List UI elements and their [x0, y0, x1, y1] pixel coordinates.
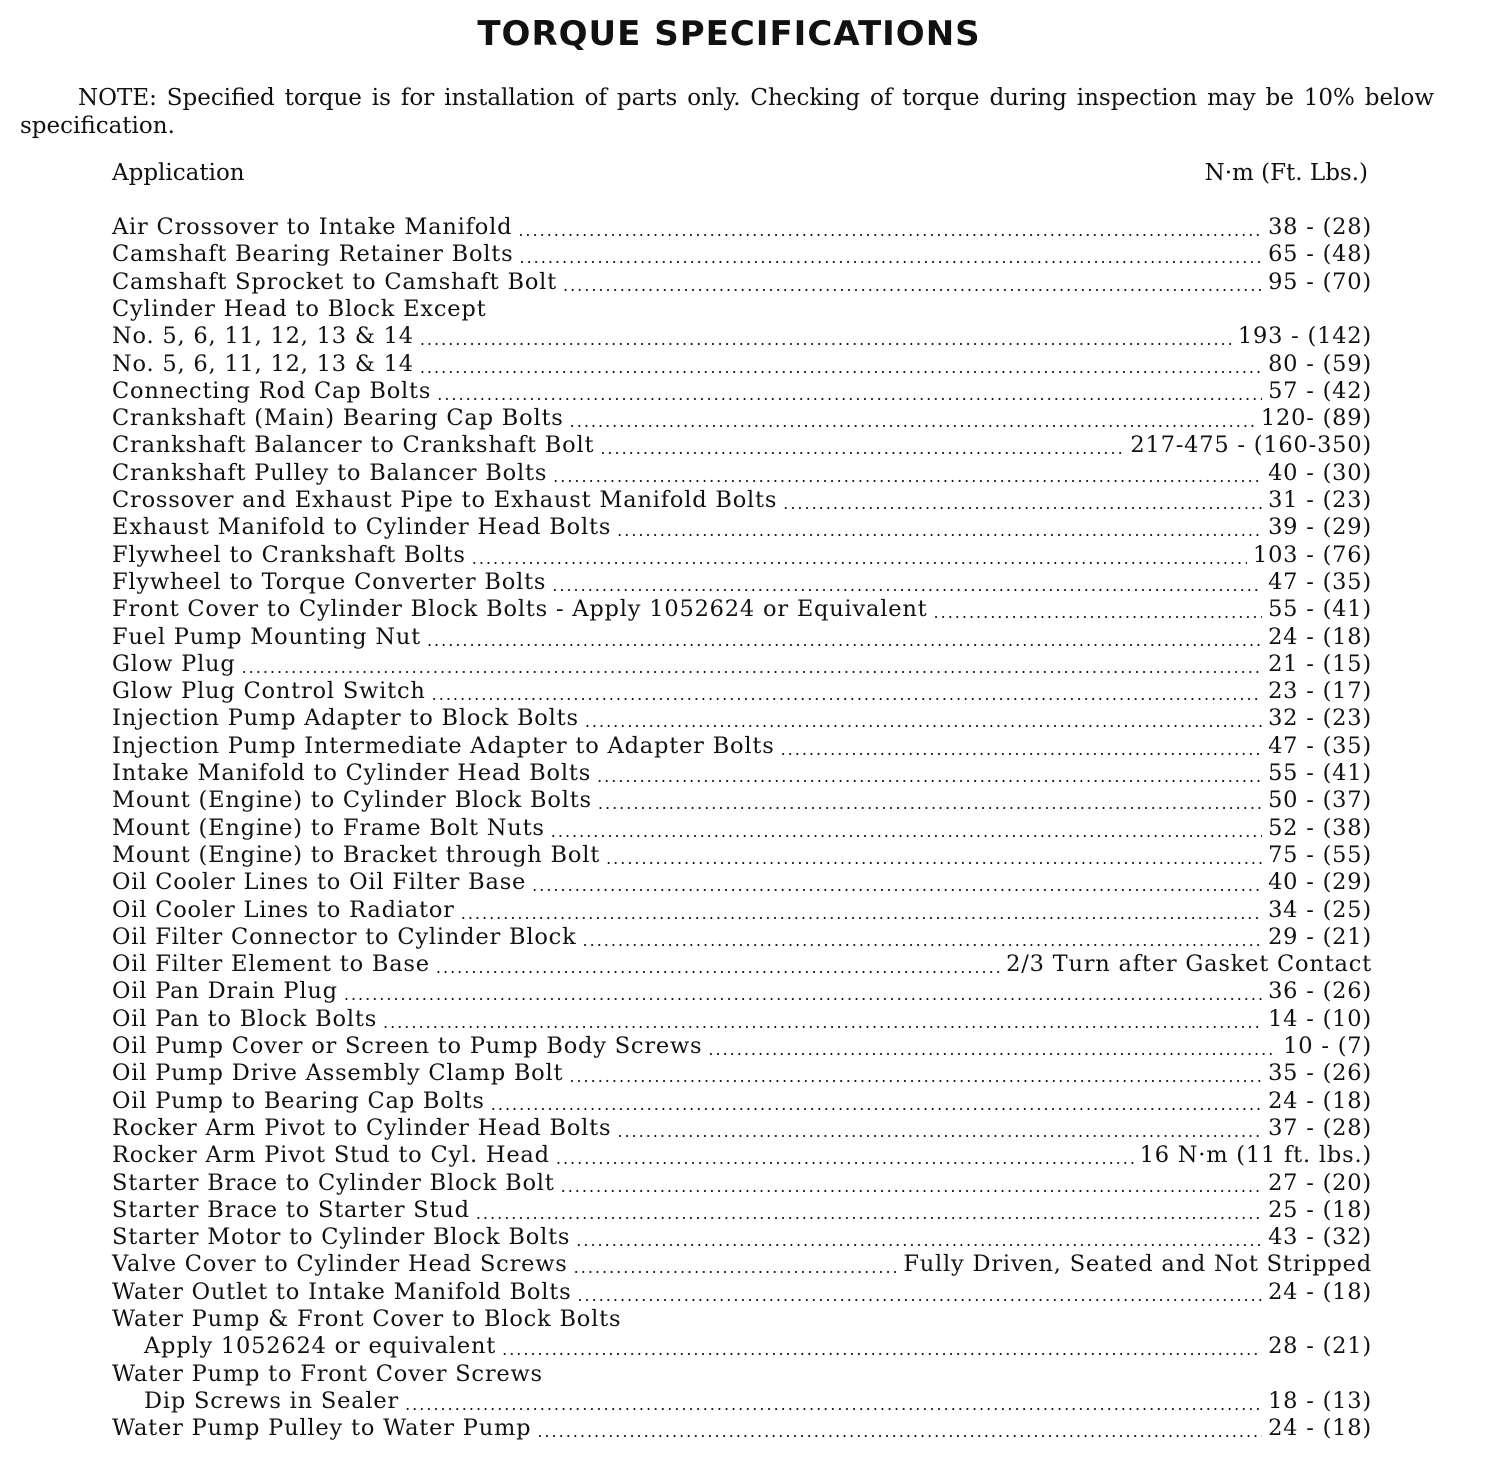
dot-leader [437, 385, 1262, 405]
torque-value: 32 - (23) [1268, 705, 1372, 732]
application-text: Crankshaft Balancer to Crankshaft Bolt [112, 432, 595, 459]
application-text: Mount (Engine) to Cylinder Block Bolts [112, 787, 592, 814]
torque-value: Fully Driven, Seated and Not Stripped [903, 1251, 1372, 1278]
application-text: Fuel Pump Mounting Nut [112, 623, 421, 650]
application-text: Oil Pump to Bearing Cap Bolts [112, 1087, 485, 1114]
table-row [112, 1279, 1372, 1306]
table-row [112, 651, 1372, 678]
application-text: Crossover and Exhaust Pipe to Exhaust Manifold Bolts [112, 487, 778, 513]
application-text: Water Pump & Front Cover to Block Bolts [112, 1306, 622, 1332]
torque-value: 95 - (70) [1268, 268, 1372, 295]
table-row [112, 842, 1372, 869]
table-row [112, 1142, 1372, 1169]
torque-value: 75 - (55) [1268, 841, 1372, 868]
table-row [112, 760, 1372, 787]
dot-leader [427, 631, 1262, 651]
application-text: Flywheel to Torque Converter Bolts [112, 568, 547, 595]
dot-leader [617, 1122, 1262, 1142]
dot-leader [561, 1177, 1262, 1197]
note-paragraph [20, 84, 1434, 140]
application-text: Starter Motor to Cylinder Block Bolts [112, 1224, 571, 1251]
table-row [112, 1306, 1372, 1333]
application-text: Mount (Engine) to Bracket through Bolt [112, 841, 601, 868]
dot-leader [576, 1231, 1262, 1251]
note-line-2: specification. [20, 113, 175, 139]
note-line-1: NOTE: Specified torque is for installation of parts only. Checking of torque during inspection may be 10% below [78, 85, 1434, 111]
dot-leader [597, 767, 1262, 787]
application-text: Connecting Rod Cap Bolts [112, 377, 432, 404]
torque-value: 55 - (41) [1268, 760, 1372, 786]
table-row [112, 897, 1372, 924]
application-text: Flywheel to Crankshaft Bolts [112, 541, 466, 568]
dot-leader [606, 849, 1262, 869]
torque-value: 38 - (28) [1268, 214, 1372, 240]
torque-value: 14 - (10) [1268, 1005, 1372, 1032]
torque-value: 24 - (18) [1268, 1278, 1372, 1305]
torque-value: 18 - (13) [1268, 1387, 1372, 1414]
torque-value: 65 - (48) [1268, 241, 1372, 268]
dot-leader [617, 521, 1262, 541]
table-row [112, 1224, 1372, 1251]
column-header-units: N·m (Ft. Lbs.) [1204, 160, 1368, 186]
page-title: TORQUE SPECIFICATIONS [477, 14, 981, 54]
application-text: Oil Cooler Lines to Radiator [112, 896, 455, 923]
dot-leader [491, 1095, 1262, 1115]
table-row [112, 951, 1372, 978]
table-row [112, 1170, 1372, 1197]
application-text: Intake Manifold to Cylinder Head Bolts [112, 760, 592, 786]
table-row [112, 678, 1372, 705]
dot-leader [577, 1286, 1262, 1306]
dot-leader [569, 1067, 1262, 1087]
table-row [112, 624, 1372, 651]
application-text: Water Outlet to Intake Manifold Bolts [112, 1278, 572, 1305]
application-text: Water Pump to Front Cover Screws [112, 1360, 543, 1387]
dot-leader [585, 712, 1262, 732]
application-text: Oil Pan Drain Plug [112, 978, 338, 1005]
table-row [112, 924, 1372, 951]
application-text: Camshaft Sprocket to Camshaft Bolt [112, 268, 557, 295]
torque-value: 103 - (76) [1252, 541, 1372, 568]
application-text: Crankshaft Pulley to Balancer Bolts [112, 459, 548, 486]
dot-leader [532, 876, 1262, 896]
application-text: Apply 1052624 or equivalent [144, 1333, 497, 1360]
application-text: Glow Plug Control Switch [112, 678, 426, 705]
table-row [112, 1333, 1372, 1360]
torque-value: 21 - (15) [1268, 650, 1372, 677]
application-text: Oil Pan to Block Bolts [112, 1005, 378, 1032]
torque-value: 34 - (25) [1268, 896, 1372, 923]
application-text: Oil Cooler Lines to Oil Filter Base [112, 869, 527, 896]
application-text: Exhaust Manifold to Cylinder Head Bolts [112, 514, 612, 541]
torque-value: 23 - (17) [1268, 678, 1372, 705]
dot-leader [781, 740, 1263, 760]
torque-value: 37 - (28) [1268, 1114, 1372, 1141]
table-row [112, 1361, 1372, 1388]
application-text: Dip Screws in Sealer [144, 1387, 400, 1414]
dot-leader [783, 494, 1262, 514]
table-row [112, 869, 1372, 896]
table-row [112, 1388, 1372, 1415]
application-text: Glow Plug [112, 650, 236, 677]
application-text: Air Crossover to Intake Manifold [112, 214, 513, 240]
application-text: Oil Filter Connector to Cylinder Block [112, 923, 577, 950]
table-row [112, 815, 1372, 842]
application-text: No. 5, 6, 11, 12, 13 & 14 [112, 323, 414, 350]
torque-value: 2/3 Turn after Gasket Contact [1006, 951, 1372, 978]
application-text: Starter Brace to Cylinder Block Bolt [112, 1169, 555, 1196]
dot-leader [476, 1204, 1262, 1224]
dot-leader [432, 685, 1262, 705]
torque-value: 28 - (21) [1268, 1333, 1372, 1360]
table-row [112, 1415, 1372, 1442]
table-row [112, 405, 1372, 432]
dot-leader [472, 549, 1247, 569]
table-row [112, 542, 1372, 569]
torque-value: 39 - (29) [1268, 514, 1372, 541]
torque-value: 24 - (18) [1268, 1087, 1372, 1114]
torque-value: 27 - (20) [1268, 1169, 1372, 1196]
torque-value: 47 - (35) [1268, 568, 1372, 595]
column-header-application: Application [112, 160, 245, 186]
application-text: Crankshaft (Main) Bearing Cap Bolts [112, 405, 564, 432]
torque-value: 193 - (142) [1237, 323, 1372, 350]
application-text: Oil Pump Drive Assembly Clamp Bolt [112, 1060, 564, 1087]
torque-value: 217-475 - (160-350) [1130, 432, 1372, 459]
dot-leader [556, 1149, 1134, 1169]
table-row [112, 269, 1372, 296]
dot-leader [551, 822, 1262, 842]
dot-leader [461, 904, 1262, 924]
dot-leader [405, 1395, 1262, 1415]
application-text: Front Cover to Cylinder Block Bolts - Apply 1052624 or Equivalent [112, 596, 928, 623]
application-text: Starter Brace to Starter Stud [112, 1196, 470, 1223]
table-row [112, 214, 1372, 241]
dot-leader [383, 1013, 1262, 1033]
table-row [112, 378, 1372, 405]
application-text: Rocker Arm Pivot to Cylinder Head Bolts [112, 1114, 612, 1141]
torque-value: 52 - (38) [1268, 814, 1372, 841]
dot-leader [553, 467, 1262, 487]
torque-value: 36 - (26) [1268, 978, 1372, 1005]
torque-value: 57 - (42) [1268, 377, 1372, 404]
application-text: Oil Pump Cover or Screen to Pump Body Screws [112, 1033, 703, 1059]
dot-leader [570, 412, 1255, 432]
table-row [112, 1197, 1372, 1224]
dot-leader [934, 603, 1263, 623]
application-text: Mount (Engine) to Frame Bolt Nuts [112, 814, 545, 841]
table-row [112, 432, 1372, 459]
dot-leader [574, 1258, 898, 1278]
torque-value: 47 - (35) [1268, 732, 1372, 759]
application-text: Valve Cover to Cylinder Head Screws [112, 1251, 568, 1278]
torque-value: 120- (89) [1260, 405, 1372, 432]
dot-leader [708, 1040, 1277, 1060]
table-row [112, 487, 1372, 514]
torque-value: 80 - (59) [1268, 350, 1372, 377]
torque-value: 10 - (7) [1283, 1033, 1372, 1059]
application-text: Camshaft Bearing Retainer Bolts [112, 241, 514, 268]
dot-leader [563, 276, 1262, 296]
torque-value: 40 - (29) [1268, 869, 1372, 896]
torque-value: 55 - (41) [1268, 596, 1372, 623]
application-text: Injection Pump Adapter to Block Bolts [112, 705, 579, 732]
application-text: Water Pump Pulley to Water Pump [112, 1415, 532, 1442]
torque-value: 29 - (21) [1268, 923, 1372, 950]
torque-value: 25 - (18) [1268, 1196, 1372, 1223]
torque-value: 35 - (26) [1268, 1060, 1372, 1087]
torque-value: 43 - (32) [1268, 1224, 1372, 1251]
dot-leader [600, 439, 1124, 459]
dot-leader [520, 248, 1263, 268]
table-row [112, 569, 1372, 596]
dot-leader [537, 1422, 1262, 1442]
torque-value: 16 N·m (11 ft. lbs.) [1139, 1142, 1372, 1169]
table-row [112, 1251, 1372, 1278]
table-row [112, 1115, 1372, 1142]
table-row [112, 1060, 1372, 1087]
dot-leader [552, 576, 1262, 596]
table-row [112, 733, 1372, 760]
torque-value: 24 - (18) [1268, 623, 1372, 650]
table-row [112, 296, 1372, 323]
dot-leader [436, 958, 1000, 978]
application-text: Injection Pump Intermediate Adapter to Adapter Bolts [112, 732, 775, 759]
torque-value: 50 - (37) [1268, 787, 1372, 814]
dot-leader [420, 330, 1232, 350]
table-row [112, 460, 1372, 487]
dot-leader [242, 658, 1263, 678]
application-text: Oil Filter Element to Base [112, 951, 430, 978]
torque-value: 24 - (18) [1268, 1415, 1372, 1442]
table-row [112, 705, 1372, 732]
application-text: Rocker Arm Pivot Stud to Cyl. Head [112, 1142, 550, 1169]
table-row [112, 241, 1372, 268]
dot-leader [583, 931, 1263, 951]
torque-value: 31 - (23) [1268, 487, 1372, 513]
dot-leader [502, 1340, 1262, 1360]
table-row [112, 351, 1372, 378]
table-row [112, 1088, 1372, 1115]
table-row [112, 514, 1372, 541]
table-row [112, 323, 1372, 350]
table-row [112, 596, 1372, 623]
table-row [112, 1033, 1372, 1060]
torque-value: 40 - (30) [1268, 459, 1372, 486]
application-text: Cylinder Head to Block Except [112, 295, 487, 322]
table-row [112, 787, 1372, 814]
table-row [112, 1006, 1372, 1033]
dot-leader [420, 358, 1262, 378]
dot-leader [598, 794, 1262, 814]
dot-leader [518, 221, 1262, 241]
dot-leader [344, 985, 1262, 1005]
application-text: No. 5, 6, 11, 12, 13 & 14 [112, 350, 414, 377]
table-row [112, 978, 1372, 1005]
